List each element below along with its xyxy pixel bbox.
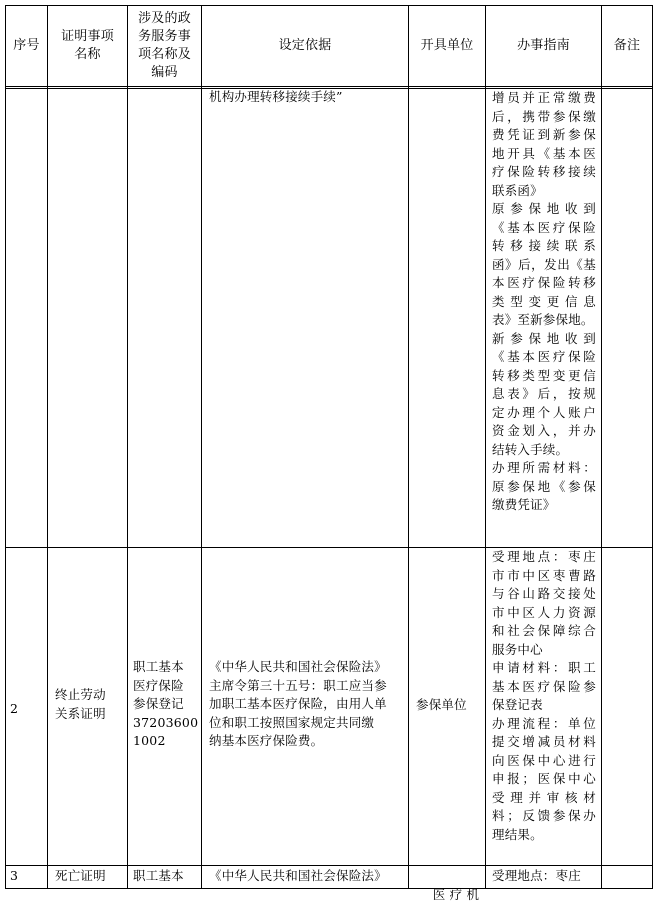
row2-basis — [209, 658, 405, 758]
header-issuer: 开具单位 — [420, 38, 474, 53]
table-header-bottom — [5, 86, 653, 87]
text-line: 地开具《基本医 — [492, 145, 596, 161]
text-line: 联系函》 — [492, 182, 543, 198]
text-line: 申报；医保中心 — [492, 771, 596, 786]
text-line: 后，携带参保缴 — [492, 108, 596, 124]
text-line: 关系证明 — [55, 705, 106, 721]
column-divider — [127, 5, 128, 889]
header-basis: 设定依据 — [278, 38, 332, 53]
text-line: 原参保地收到 — [492, 201, 596, 216]
text-line: 料；反馈参保办 — [492, 808, 596, 823]
header-seq: 序号 — [13, 38, 40, 53]
row3-gov-service: 职工基本 — [133, 868, 184, 883]
row3-basis: 《中华人民共和国社会保险法》 — [209, 868, 387, 883]
text-line: 与谷山路交接处 — [492, 586, 596, 601]
text-line: 办理所需材料： — [492, 460, 596, 475]
header-guide: 办事指南 — [517, 38, 570, 53]
text-line: 加职工基本医疗保险，由用人单 — [209, 696, 387, 711]
text-line: 办理流程：单位 — [492, 715, 596, 731]
column-divider — [408, 5, 409, 889]
column-divider — [652, 5, 653, 889]
text-line: 《中华人民共和国社会保险法》 — [209, 659, 387, 674]
text-line: 本医疗保险转移 — [492, 275, 596, 290]
row2-issuer: 参保单位 — [416, 697, 467, 712]
text-line: 函》后，发出《基 — [492, 256, 596, 272]
text-line: 《基本医疗保险 — [492, 349, 596, 364]
text-line: 申请材料：职工 — [492, 660, 596, 675]
row2-guide — [492, 548, 596, 864]
text-line: 《基本医疗保险 — [492, 219, 596, 235]
text-line: 1002 — [133, 733, 166, 748]
text-line: 终止劳动 — [55, 687, 106, 702]
text-line: 37203600 — [133, 714, 199, 730]
text-line: 提交增减员材料 — [492, 734, 596, 749]
text-line: 参保登记 — [133, 696, 184, 711]
text-line: 疗保险转移接续 — [492, 164, 596, 179]
text-line: 医疗保险 — [133, 677, 184, 693]
header-gov-service: 涉及的政 务服务事 项名称及 编码 — [138, 11, 191, 80]
text-line: 表》至新参保地。 — [492, 312, 594, 327]
text-line: 服务中心 — [492, 641, 543, 657]
row3-cert-name: 死亡证明 — [55, 868, 106, 883]
text-line: 类型变更信息 — [492, 293, 596, 309]
text-line: 和社会保障综合 — [492, 623, 596, 638]
text-line: 定办理个人账户 — [492, 404, 596, 420]
text-line: 费凭证到新参保 — [492, 127, 596, 142]
text-line: 增员并正常缴费 — [492, 90, 596, 105]
text-line: 息表》后，按规 — [492, 386, 596, 401]
row-cont-guide — [492, 89, 596, 545]
text-line: 缴费凭证》 — [492, 497, 556, 512]
text-line: 资金划入，并办 — [492, 423, 596, 438]
text-line: 转移接续联系 — [492, 238, 596, 253]
row2-gov-service — [133, 658, 199, 758]
text-line: 基本医疗保险参 — [492, 678, 596, 694]
text-line: 职工基本 — [133, 659, 184, 674]
text-line: 市市中区枣曹路 — [492, 567, 596, 583]
row3-guide: 受理地点：枣庄 — [492, 868, 581, 883]
row3-issuer: 医 疗 机 — [432, 886, 480, 902]
table-border-bottom — [5, 888, 653, 889]
text-line: 市中区人力资源 — [492, 604, 596, 620]
header-cert-name: 证明事项 名称 — [61, 29, 114, 62]
column-divider — [485, 5, 486, 889]
text-line: 向医保中心进行 — [492, 752, 596, 768]
row3-seq: 3 — [10, 868, 19, 883]
text-line: 纳基本医疗保险费。 — [209, 733, 324, 748]
text-line: 理结果。 — [492, 826, 543, 842]
text-line: 新参保地收到 — [492, 330, 596, 346]
text-line: 位和职工按照国家规定共同缴 — [209, 714, 375, 730]
text-line: 受理并审核材 — [492, 789, 596, 805]
column-divider — [201, 5, 202, 889]
header-remark: 备注 — [613, 38, 641, 53]
text-line: 原参保地《参保 — [492, 478, 596, 494]
row2-seq: 2 — [10, 701, 19, 716]
text-line: 结转入手续。 — [492, 441, 569, 457]
text-line: 转移类型变更信 — [492, 367, 596, 383]
text-line: 受理地点：枣庄 — [492, 549, 596, 564]
text-line: 主席令第三十五号：职工应当参 — [209, 677, 387, 693]
column-divider — [601, 5, 602, 889]
row-cont-basis: 机构办理转移接续手续” — [209, 89, 343, 104]
column-divider — [5, 5, 6, 889]
column-divider — [47, 5, 48, 889]
row2-cert-name — [55, 686, 119, 728]
text-line: 保登记表 — [492, 697, 543, 712]
row-divider — [5, 865, 653, 866]
